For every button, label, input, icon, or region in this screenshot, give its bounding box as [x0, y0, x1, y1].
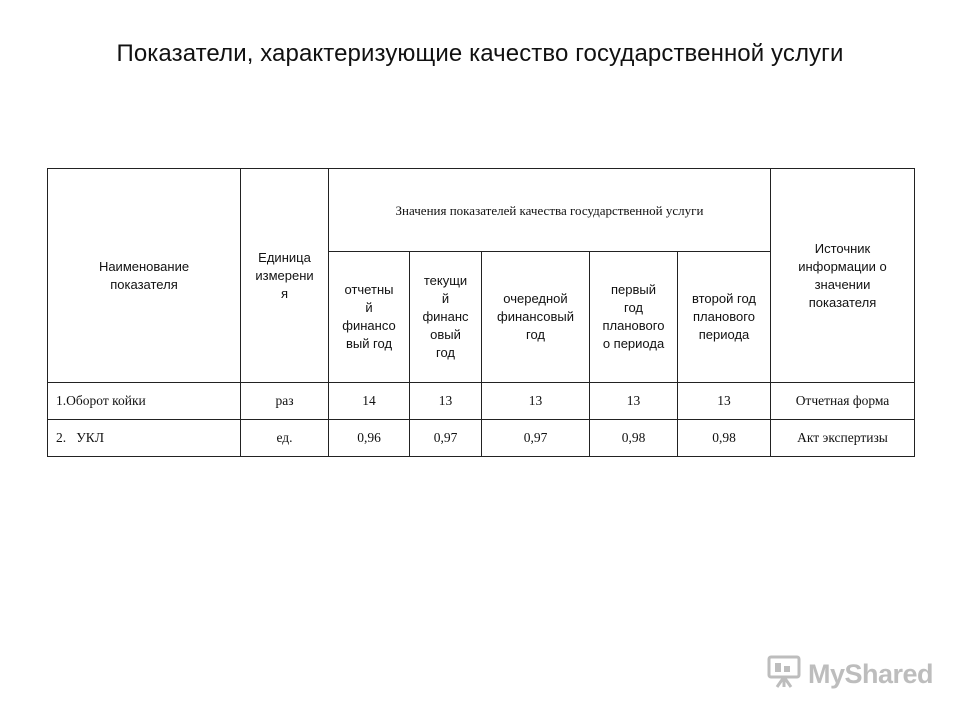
- cell-source: Акт экспертизы: [771, 420, 915, 457]
- header-indicator-name: Наименование показателя: [48, 169, 241, 383]
- cell-name: 1.Оборот койки: [48, 383, 241, 420]
- table-row: [48, 383, 915, 420]
- watermark-logo: [766, 655, 933, 694]
- header-next-year: очередной финансовый год: [482, 252, 590, 383]
- quality-indicators-table: [47, 168, 915, 457]
- cell-unit: ед.: [241, 420, 329, 457]
- watermark-text: MyShared: [808, 659, 934, 689]
- cell-plan-year-1: 13: [590, 383, 678, 420]
- header-plan-year-2: второй год планового периода: [678, 252, 771, 383]
- cell-next-year: 13: [482, 383, 590, 420]
- header-unit: Единица измерени я: [241, 169, 329, 383]
- header-current-year: текущи й финанс овый год: [410, 252, 482, 383]
- cell-source: Отчетная форма: [771, 383, 915, 420]
- header-source: Источник информации о значении показателя: [771, 169, 915, 383]
- header-values-group: Значения показателей качества государственной услуги: [329, 169, 771, 252]
- header-report-year: отчетны й финансо вый год: [329, 252, 410, 383]
- cell-report-year: 0,96: [329, 420, 410, 457]
- cell-report-year: 14: [329, 383, 410, 420]
- slide-title: Показатели, характеризующие качество государственной услуги: [116, 40, 844, 67]
- header-plan-year-1: первый год планового о периода: [590, 252, 678, 383]
- table-row: [48, 420, 915, 457]
- cell-plan-year-2: 13: [678, 383, 771, 420]
- cell-next-year: 0,97: [482, 420, 590, 457]
- cell-current-year: 0,97: [410, 420, 482, 457]
- cell-unit: раз: [241, 383, 329, 420]
- cell-current-year: 13: [410, 383, 482, 420]
- header-row-1: [48, 169, 915, 252]
- cell-plan-year-2: 0,98: [678, 420, 771, 457]
- cell-plan-year-1: 0,98: [590, 420, 678, 457]
- cell-name: 2. УКЛ: [48, 420, 241, 457]
- presentation-board-icon: [766, 655, 802, 694]
